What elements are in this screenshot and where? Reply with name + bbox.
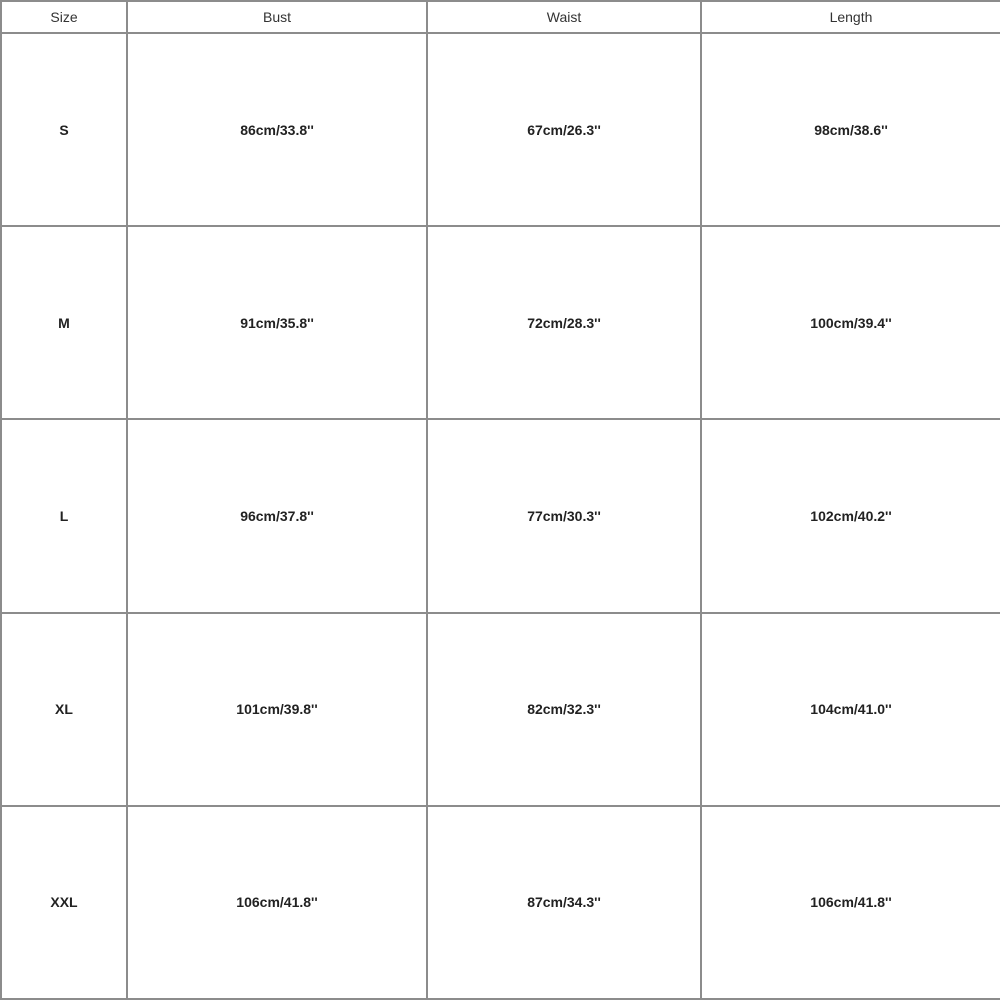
- table-row: [1, 806, 1000, 999]
- table-header: [1, 1, 1000, 33]
- size-cell: M: [1, 226, 127, 419]
- waist-cell: 87cm/34.3'': [427, 806, 701, 999]
- length-cell: 100cm/39.4'': [701, 226, 1000, 419]
- header-waist: Waist: [427, 1, 701, 33]
- header-length: Length: [701, 1, 1000, 33]
- header-size: Size: [1, 1, 127, 33]
- length-cell: 102cm/40.2'': [701, 419, 1000, 612]
- length-cell: 104cm/41.0'': [701, 613, 1000, 806]
- size-cell: L: [1, 419, 127, 612]
- size-cell: S: [1, 33, 127, 226]
- table-body: [1, 33, 1000, 999]
- length-cell: 106cm/41.8'': [701, 806, 1000, 999]
- waist-cell: 77cm/30.3'': [427, 419, 701, 612]
- bust-cell: 86cm/33.8'': [127, 33, 427, 226]
- header-row: [1, 1, 1000, 33]
- waist-cell: 67cm/26.3'': [427, 33, 701, 226]
- table-row: [1, 419, 1000, 612]
- length-cell: 98cm/38.6'': [701, 33, 1000, 226]
- bust-cell: 106cm/41.8'': [127, 806, 427, 999]
- bust-cell: 91cm/35.8'': [127, 226, 427, 419]
- size-cell: XXL: [1, 806, 127, 999]
- header-bust: Bust: [127, 1, 427, 33]
- waist-cell: 72cm/28.3'': [427, 226, 701, 419]
- table-row: [1, 226, 1000, 419]
- size-cell: XL: [1, 613, 127, 806]
- table-row: [1, 33, 1000, 226]
- table-row: [1, 613, 1000, 806]
- bust-cell: 96cm/37.8'': [127, 419, 427, 612]
- waist-cell: 82cm/32.3'': [427, 613, 701, 806]
- bust-cell: 101cm/39.8'': [127, 613, 427, 806]
